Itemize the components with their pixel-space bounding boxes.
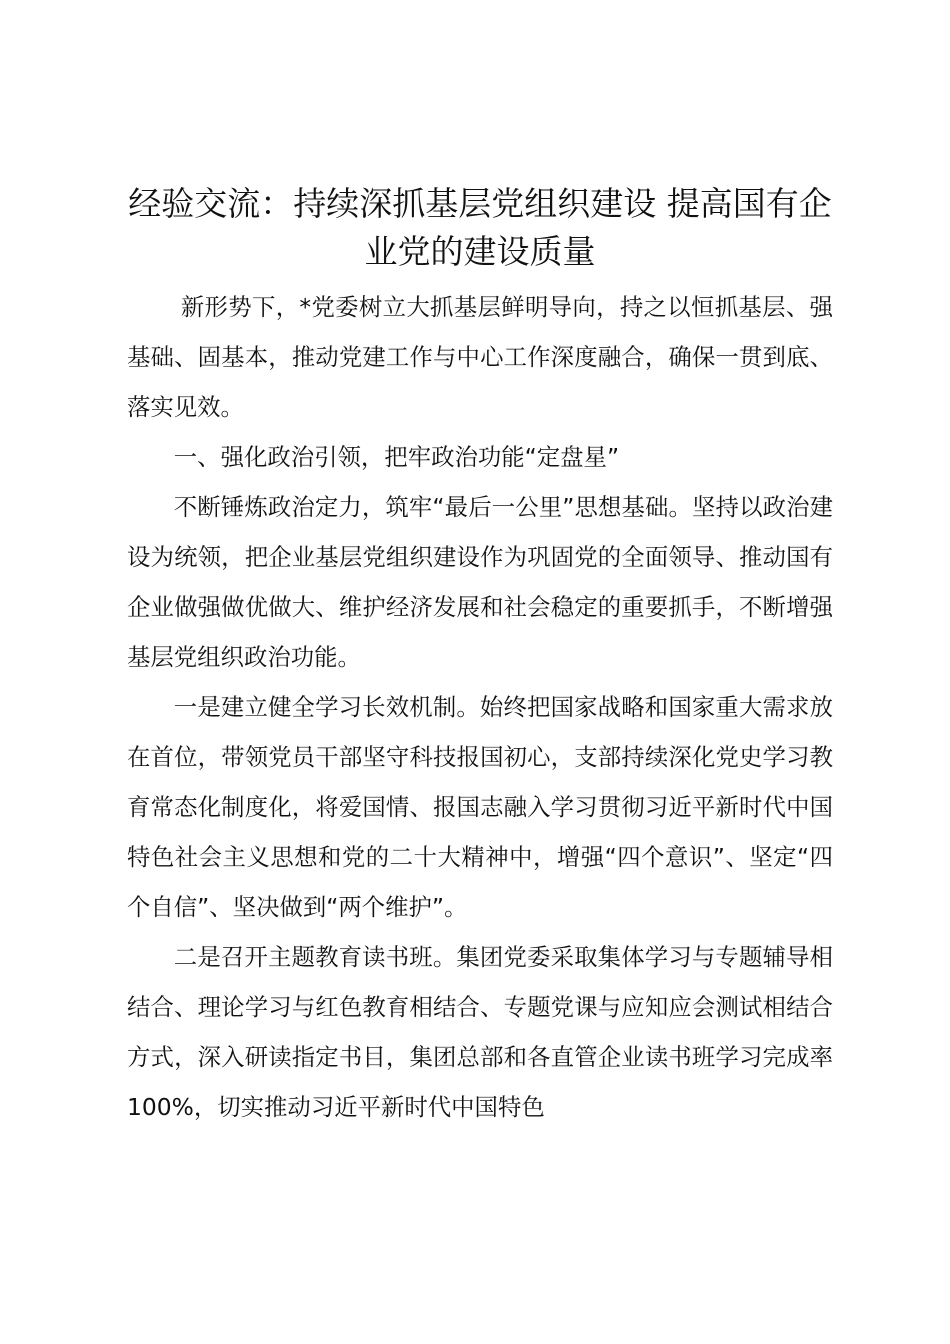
- paragraph-intro: 新形势下，*党委树立大抓基层鲜明导向，持之以恒抓基层、强基础、固基本，推动党建工作与中心工作深度融合，确保一贯到底、落实见效。: [127, 293, 833, 421]
- paragraph-political-foundation: 不断锤炼政治定力，筑牢“最后一公里”思想基础。坚持以政治建设为统领，把企业基层党组织建设作为巩固党的全面领导、推动国有企业做强做优做大、维护经济发展和社会稳定的重要抓手，不断增强基层党组织政治功能。: [127, 493, 833, 671]
- document-title: 经验交流：持续深抓基层党组织建设 提高国有企业党的建设质量: [128, 184, 832, 271]
- paragraph-learning-mechanism: 一是建立健全学习长效机制。始终把国家战略和国家重大需求放在首位，带领党员干部坚守科技报国初心，支部持续深化党史学习教育常态化制度化，将爱国情、报国志融入学习贯彻习近平新时代中国特色社会主义思想和党的二十大精神中，增强“四个意识”、坚定“四个自信”、坚决做到“两个维护”。: [127, 693, 833, 921]
- section-heading-1: 一、强化政治引领，把牢政治功能“定盘星”: [173, 443, 620, 471]
- document-page: [127, 180, 833, 1132]
- document-body: [127, 282, 833, 1132]
- paragraph-reading-class: 二是召开主题教育读书班。集团党委采取集体学习与专题辅导相结合、理论学习与红色教育相结合、专题党课与应知应会测试相结合方式，深入研读指定书目，集团总部和各直管企业读书班学习完成率 100%，切实推动习近平新时代中国特色: [127, 943, 833, 1121]
